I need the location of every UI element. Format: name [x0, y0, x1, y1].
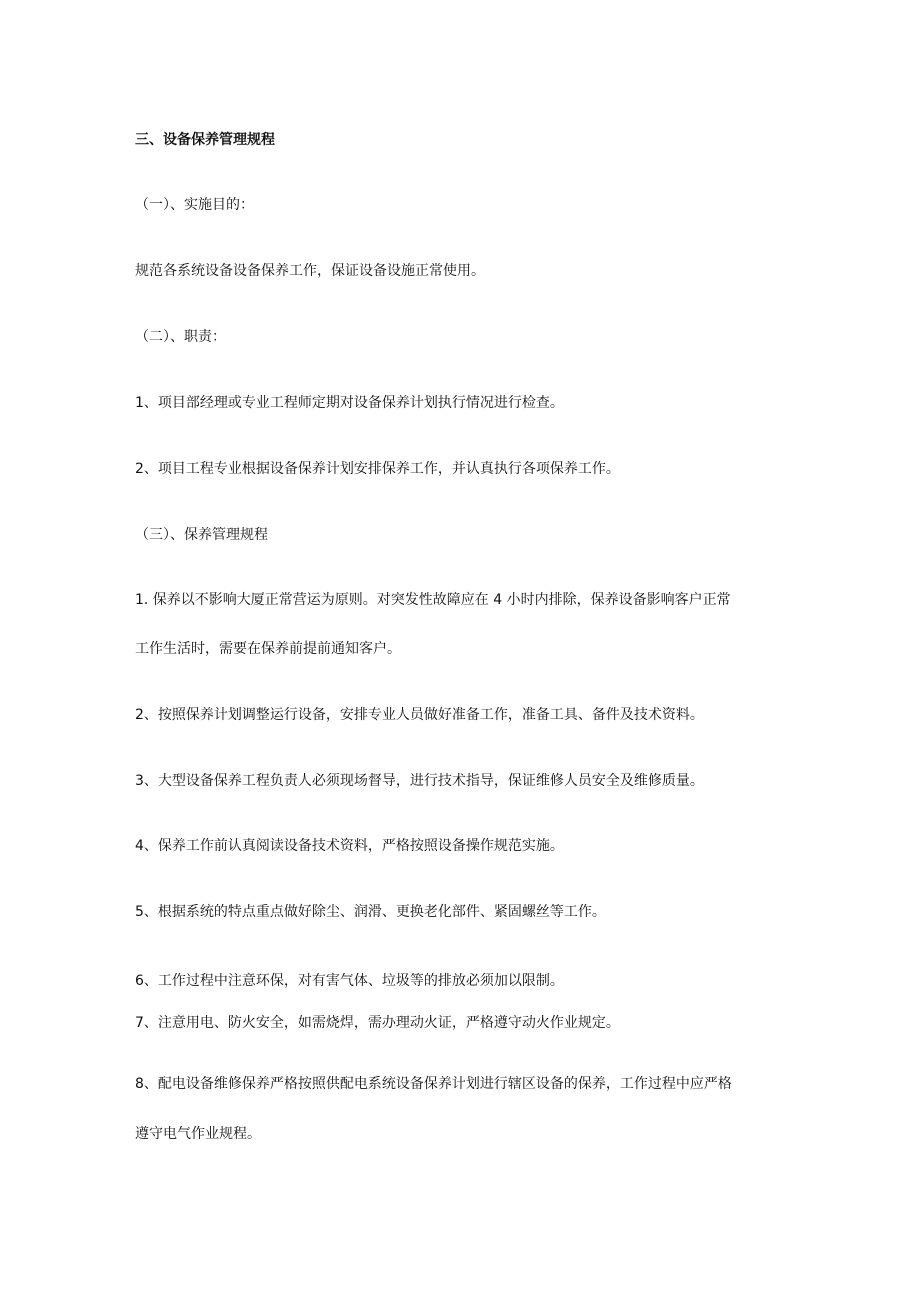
- procedure-item-4: 4、保养工作前认真阅读设备技术资料，严格按照设备操作规范实施。: [135, 838, 564, 854]
- procedure-item-3: 3、大型设备保养工程负责人必须现场督导，进行技术指导，保证维修人员安全及维修质量。: [135, 773, 704, 789]
- procedure-item-8-line-2: 遵守电气作业规程。: [135, 1126, 261, 1142]
- duty-item-2: 2、项目工程专业根据设备保养计划安排保养工作，并认真执行各项保养工作。: [135, 461, 620, 477]
- section-heading-purpose: （一）、实施目的：: [135, 197, 254, 213]
- procedure-item-7: 7、注意用电、防火安全，如需烧焊，需办理动火证，严格遵守动火作业规定。: [135, 1015, 620, 1031]
- section-heading-procedures: （三）、保养管理规程: [135, 527, 268, 543]
- purpose-paragraph: 规范各系统设备设备保养工作，保证设备设施正常使用。: [135, 263, 485, 279]
- section-heading-duties: （二）、职责：: [135, 329, 226, 345]
- procedure-item-1-line-1: 1. 保养以不影响大厦正常营运为原则。对突发性故障应在 4 小时内排除，保养设备影响客户正常: [135, 592, 731, 608]
- procedure-item-8-line-1: 8、配电设备维修保养严格按照供配电系统设备保养计划进行辖区设备的保养，工作过程中应严格: [135, 1076, 732, 1092]
- duty-item-1: 1、项目部经理或专业工程师定期对设备保养计划执行情况进行检查。: [135, 395, 564, 411]
- procedure-item-5: 5、根据系统的特点重点做好除尘、润滑、更换老化部件、紧固螺丝等工作。: [135, 904, 606, 920]
- document-title: 三、设备保养管理规程: [135, 132, 275, 148]
- procedure-item-2: 2、按照保养计划调整运行设备，安排专业人员做好准备工作，准备工具、备件及技术资料。: [135, 707, 704, 723]
- procedure-item-1-line-2: 工作生活时，需要在保养前提前通知客户。: [135, 641, 401, 657]
- procedure-item-6: 6、工作过程中注意环保，对有害气体、垃圾等的排放必须加以限制。: [135, 973, 564, 989]
